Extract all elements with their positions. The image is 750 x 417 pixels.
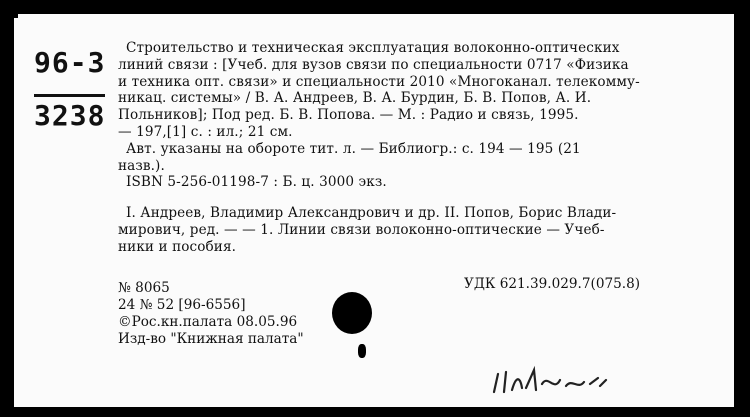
chamber-date: ©Рос.кн.палата 08.05.96 xyxy=(118,314,298,330)
isbn-line: ISBN 5-256-01198-7 : Б. ц. 3000 экз. xyxy=(126,174,387,191)
section-gap xyxy=(118,191,658,205)
handwritten-scrawl xyxy=(490,362,610,398)
record-number: № 8065 xyxy=(118,280,170,296)
publisher-line: Изд-во "Книжная палата" xyxy=(118,331,304,347)
shelf-mark-bottom: 3238 xyxy=(34,94,105,132)
punch-hole xyxy=(332,292,372,334)
ink-blot xyxy=(358,344,366,358)
main-entry xyxy=(118,40,658,256)
tracing-line: ники и пособия. xyxy=(118,238,237,255)
note-line: назв.). xyxy=(118,157,165,174)
catalog-card xyxy=(14,14,734,407)
card-corner xyxy=(12,12,18,18)
tracing-line: I. Андреев, Владимир Александрович и др. II. Попов, Борис Влади- xyxy=(126,205,617,222)
udc-code: УДК 621.39.029.7(075.8) xyxy=(464,276,641,292)
batch-number: 24 № 52 [96-6556] xyxy=(118,297,246,313)
main-entry-line: — 197,[1] с. : ил.; 21 см. xyxy=(118,123,293,140)
note-line: Авт. указаны на обороте тит. л. — Библиогр.: с. 194 — 195 (21 xyxy=(126,140,581,157)
main-entry-line: Строительство и техническая эксплуатация волоконно-оптических xyxy=(126,40,620,56)
main-entry-line: Польников]; Под ред. Б. В. Попова. — М. : Радио и связь, 1995. xyxy=(118,107,579,124)
tracing-line: мирович, ред. — — 1. Линии связи волоконно-оптические — Учеб- xyxy=(118,221,605,238)
main-entry-line: и техника опт. связи» и специальности 2010 «Многоканал. телекомму- xyxy=(118,73,640,90)
main-entry-line: линий связи : [Учеб. для вузов связи по специальности 0717 «Физика xyxy=(118,56,629,73)
shelf-mark-top: 96-3 xyxy=(34,46,106,79)
main-entry-line: никац. системы» / В. А. Андреев, В. А. Бурдин, Б. В. Попов, А. И. xyxy=(118,90,592,107)
